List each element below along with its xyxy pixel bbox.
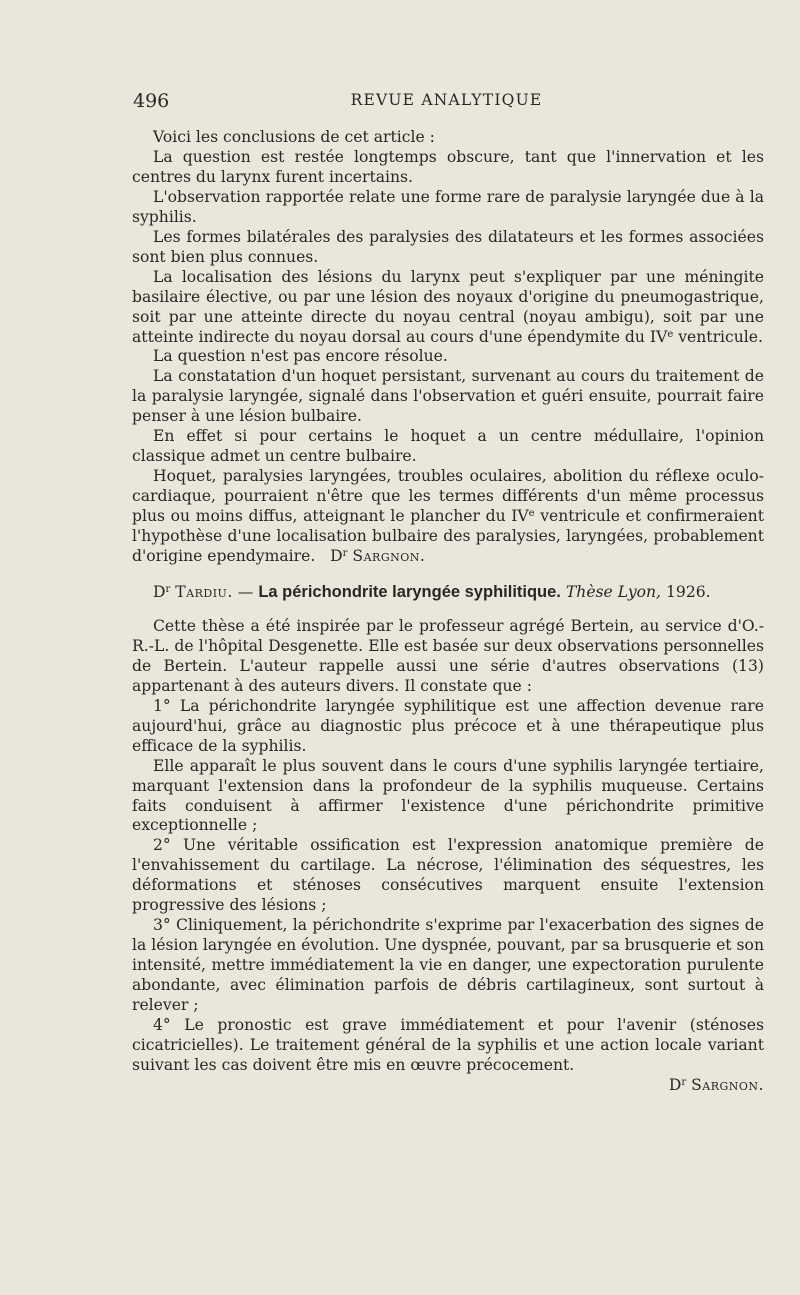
paragraph: En effet si pour certains le hoquet a un centre médullaire, l'opinion classique admet un centre bulbaire.	[132, 427, 764, 466]
page-number: 496	[133, 90, 170, 112]
paragraph-text: Hoquet, paralysies laryngées, troubles oculaires, abolition du réflexe oculo-cardiaque, pourraient n'être que les termes différents d'un même processus plus ou moins diffus, atteignant le plancher du	[132, 467, 764, 526]
paragraph: La question est restée longtemps obscure, tant que l'innervation et les centres du larynx furent incertains.	[132, 147, 764, 186]
review-source: Thèse Lyon,	[565, 582, 662, 601]
author-name: Tardiu.	[175, 582, 233, 601]
author-prefix: D	[153, 582, 166, 601]
body-text	[132, 128, 764, 1096]
review-signature	[132, 1076, 764, 1096]
signature-superscript: r	[681, 1076, 687, 1088]
paragraph-text: ventricule et confirmeraient l'hypothèse d'une localisation bulbaire des paralysies, laryngées, probablement d'origine ependymaire.	[132, 507, 764, 566]
paragraph: Elle apparaît le plus souvent dans le cours d'une syphilis laryngée tertiaire, marquant l'extension dans la profondeur de la syphilis muqueuse. Certains faits conduisent à affirmer l'existence d'une périchondrite primitive exceptionnelle ;	[132, 756, 764, 835]
paragraph: 1° La périchondrite laryngée syphilitique est une affection devenue rare aujourd'hui, grâce au diagnostic plus précoce et à une thérapeutique plus efficace de la syphilis.	[132, 696, 764, 755]
review-title: La périchondrite laryngée syphilitique.	[258, 582, 561, 601]
paragraph: Voici les conclusions de cet article :	[153, 128, 435, 146]
signature-name: Sargnon.	[352, 547, 426, 566]
ventricle-numeral: IV	[511, 507, 529, 526]
paragraph: Les formes bilatérales des paralysies des dilatateurs et les formes associées sont bien plus connues.	[132, 227, 764, 266]
signature	[330, 547, 425, 565]
paragraph: 3° Cliniquement, la périchondrite s'exprime par l'exacerbation des signes de la lésion laryngée en évolution. Une dyspnée, pouvant, par sa brusquerie et son intensité, mettre immédiatement la vie en danger, une expectoration purulente abondante, avec élimination parfois de débris cartilagineux, sont surtout à relever ;	[132, 916, 764, 1015]
signature-prefix: D	[668, 1075, 682, 1094]
ventricle-superscript: e	[528, 508, 535, 520]
signature-superscript: r	[342, 548, 348, 560]
signature-name: Sargnon.	[691, 1075, 764, 1094]
paragraph: 2° Une véritable ossification est l'expression anatomique première de l'envahissement du cartilage. La nécrose, l'élimination des séquestres, les déformations et sténoses consécutives marquent ensuite l'extension progressive des lésions ;	[132, 836, 764, 915]
ventricle-numeral: IV	[649, 327, 668, 346]
paragraph	[132, 467, 764, 567]
paragraph: La constatation d'un hoquet persistant, survenant au cours du traitement de la paralysie laryngée, signalé dans l'observation et guéri ensuite, pourrait faire penser à une lésion bulbaire.	[132, 367, 764, 426]
running-title: REVUE ANALYTIQUE	[350, 91, 543, 109]
page-header	[133, 90, 760, 114]
ventricle-superscript: e	[667, 328, 674, 340]
paragraph-text: ventricule.	[678, 327, 763, 346]
review-year: 1926.	[665, 582, 711, 601]
review-author	[153, 583, 233, 601]
paragraph: Cette thèse a été inspirée par le professeur agrégé Bertein, au service d'O.-R.-L. de l'hôpital Desgenette. Elle est basée sur deux observations personnelles de Bertein. L'auteur rappelle aussi une série d'autres observations (13) appartenant à des auteurs divers. Il constate que :	[132, 616, 764, 695]
signature-prefix: D	[330, 547, 343, 566]
paragraph: L'observation rapportée relate une forme rare de paralysie laryngée due à la syphilis.	[132, 187, 764, 226]
paragraph: 4° Le pronostic est grave immédiatement et pour l'avenir (sténoses cicatricielles). Le traitement général de la syphilis et une action locale variant suivant les cas doivent être mis en œuvre précocement.	[132, 1015, 764, 1074]
paragraph	[132, 268, 764, 348]
review-heading	[132, 583, 764, 603]
author-superscript: r	[165, 583, 171, 595]
dash: —	[237, 582, 254, 601]
paragraph-text: La localisation des lésions du larynx peut s'expliquer par une méningite basilaire élective, ou par une lésion des noyaux d'origine du pneumogastrique, soit par une atteinte directe du noyau central (noyau ambigu), soit par une atteinte indirecte du noyau dorsal au cours d'une épendymite du	[132, 267, 764, 346]
paragraph: La question n'est pas encore résolue.	[153, 347, 448, 366]
